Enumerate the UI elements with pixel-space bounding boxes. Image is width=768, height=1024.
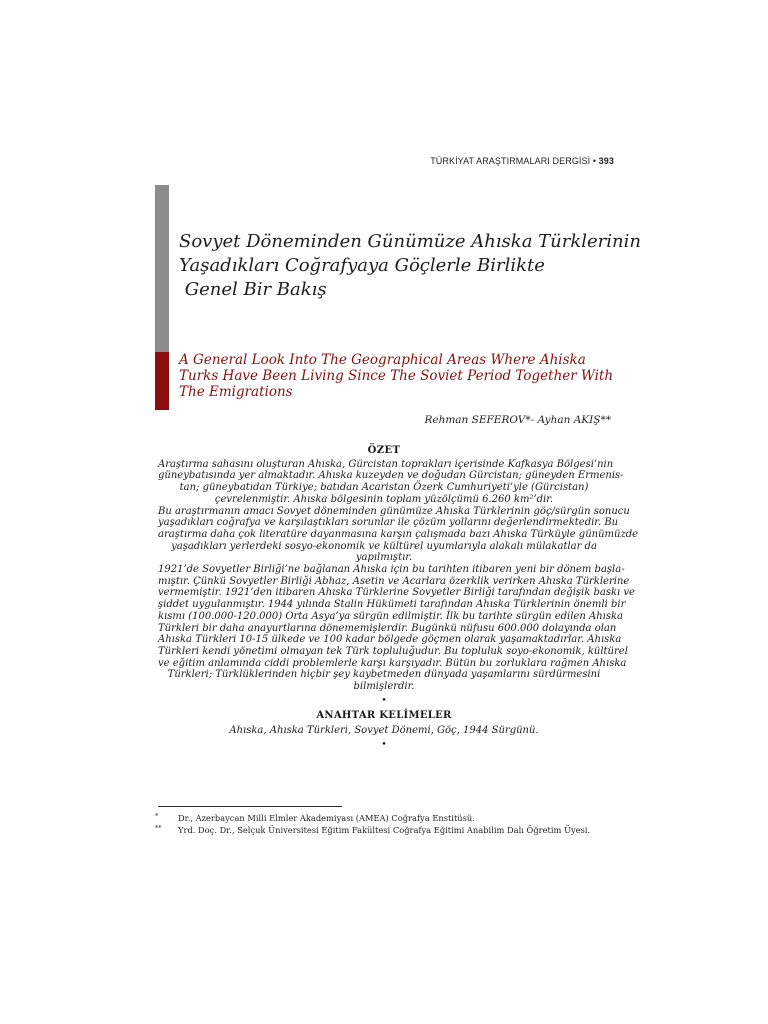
- journal-name: TÜRKİYAT ARAŞTIRMALARI DERGİSİ: [430, 156, 591, 166]
- abstract-line: vermemiştir. 1921’den itibaren Ahıska Türklerine Sovyetler Birliği tarafından değişik baskı ve: [158, 587, 635, 599]
- abstract-line: Türkleri bir daha anayurtlarına dönememişlerdir. Bugünkü nüfusu 600.000 dolayında olan: [158, 622, 617, 634]
- footnote: [155, 812, 590, 824]
- abstract-line: şiddet uygulanmıştır. 1944 yılında Stalin Hükümeti tarafından Ahıska Türklerinin önemli bir: [158, 599, 626, 611]
- abstract-line: Ahıska Türkleri 10-15 ülkede ve 100 kadar bölgede göçmen olarak yaşamaktadırlar. Ahıska: [158, 634, 622, 646]
- footnote-rule: [158, 806, 342, 807]
- abstract-line: bilmişlerdir.: [353, 681, 415, 693]
- abstract-line: yaşadıkları coğrafya ve karşılaştıkları sorunlar ile çözüm yollarını değerlendirmektedir. Bu: [158, 517, 619, 529]
- abstract-line: 1921’de Sovyetler Birliği’ne bağlanan Ahıska için bu tarihten itibaren yeni bir dönem başla-: [158, 564, 625, 576]
- footnote-mark: *: [155, 812, 159, 820]
- abstract-line: mıştır. Çünkü Sovyetler Birliği Abhaz, Asetin ve Acarlara özerklik verirken Ahıska Türklerine: [158, 575, 630, 587]
- decorative-red-bar: [155, 352, 169, 410]
- separator-bullet: •: [381, 740, 387, 751]
- abstract-line: Araştırma sahasını oluşturan Ahıska, Gürcistan toprakları içerisinde Kafkasya Bölgesi’nin: [158, 458, 614, 470]
- abstract-line: Türkleri kendi yönetimi olmayan tek Türk topluluğudur. Bu topluluk soyo-ekonomik, kültürel: [158, 645, 628, 657]
- footnotes: [155, 812, 590, 836]
- header-separator: •: [590, 156, 599, 166]
- abstract-line: Bu araştırmanın amacı Sovyet döneminden günümüze Ahıska Türklerinin göç/sürgün sonucu: [158, 505, 630, 517]
- footnote: [155, 824, 590, 836]
- decorative-gray-bar: [155, 185, 169, 352]
- title-tr-line: Sovyet Döneminden Günümüze Ahıska Türklerinin: [179, 231, 641, 252]
- footnote-mark: **: [155, 824, 162, 832]
- abstract-line: kısmı (100.000-120.000) Orta Asya’ya sürgün edilmiştir. İlk bu tarihte sürgün edilen Ahıska: [158, 610, 623, 622]
- article-title-turkish: [179, 230, 641, 302]
- page-number: 393: [598, 156, 614, 166]
- abstract-heading: ÖZET: [367, 445, 401, 456]
- running-header: [430, 156, 614, 166]
- abstract-body: [158, 458, 639, 693]
- abstract-section: [158, 445, 639, 754]
- title-en-line: Turks Have Been Living Since The Soviet Period Together With: [179, 368, 614, 384]
- abstract-line: ve eğitim anlamında ciddi problemlerle karşı karşıyadır. Bütün bu zorluklara rağmen Ahıska: [158, 657, 627, 669]
- title-en-line: The Emigrations: [179, 384, 293, 400]
- abstract-line: yapılmıştır.: [355, 552, 413, 564]
- authors: Rehman SEFEROV*- Ayhan AKIŞ**: [424, 414, 611, 426]
- keywords-text: Ahıska, Ahıska Türkleri, Sovyet Dönemi, Göç, 1944 Sürgünü.: [229, 725, 539, 737]
- title-tr-line: Yaşadıkları Coğrafyaya Göçlerle Birlikte: [179, 255, 545, 276]
- abstract-line: tan; güneybatıdan Türkiye; batıdan Acaristan Özerk Cumhuriyeti’yle (Gürcistan): [179, 482, 589, 494]
- title-en-line: A General Look Into The Geographical Areas Where Ahiska: [179, 352, 586, 368]
- abstract-line: güneybatısında yer almaktadır. Ahıska kuzeyden ve doğudan Gürcistan; güneyden Ermenis-: [158, 470, 624, 482]
- footnote-text: Yrd. Doç. Dr., Selçuk Üniversitesi Eğitim Fakültesi Coğrafya Eğitimi Anabilim Dalı Öğretim Üyesi.: [178, 825, 591, 835]
- article-title-english: [179, 352, 614, 400]
- abstract-line: Türkleri; Türklüklerinden hiçbir şey kaybetmeden dünyada yaşamlarını sürdürmesini: [167, 669, 601, 681]
- abstract-line: çevrelenmiştir. Ahıska bölgesinin toplam yüzölçümü 6.260 km²’dir.: [214, 493, 554, 505]
- abstract-line: yaşadıkları yerlerdeki sosyo-ekonomik ve kültürel uyumlarıyla alakalı mülakatlar da: [171, 540, 597, 552]
- keywords-heading: ANAHTAR KELİMELER: [316, 709, 452, 721]
- title-tr-line: Genel Bir Bakış: [179, 279, 327, 300]
- abstract-line: araştırma daha çok literatüre dayanmasına karşın çalışmada bazı Ahıska Türküyle günümüzde: [158, 528, 639, 540]
- separator-bullet: •: [381, 695, 387, 706]
- footnote-text: Dr., Azerbaycan Milli Elmler Akademiyası (AMEA) Coğrafya Enstitüsü.: [178, 813, 475, 823]
